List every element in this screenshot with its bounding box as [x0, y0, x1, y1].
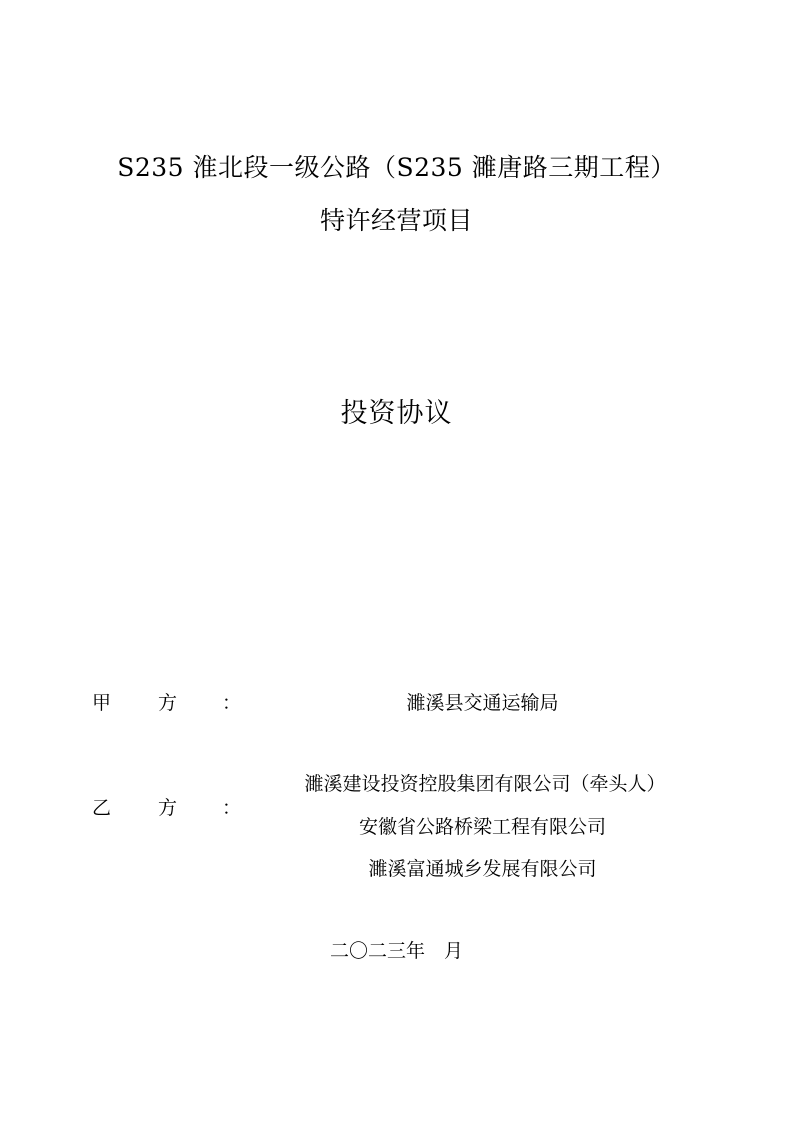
- party-a-label-char-1: 甲: [92, 692, 112, 714]
- party-b-name-3: 濉溪富通城乡发展有限公司: [368, 858, 597, 880]
- party-a-colon: ：: [222, 692, 242, 714]
- party-b-label-char-1: 乙: [92, 797, 112, 819]
- project-title-line-1: S235 淮北段一级公路（S235 濉唐路三期工程）: [117, 153, 676, 182]
- party-b-name-1: 濉溪建设投资控股集团有限公司（牵头人）: [304, 773, 666, 795]
- document-title: 投资协议: [340, 398, 453, 429]
- party-b-label-char-2: 方: [158, 797, 178, 819]
- project-title-line-2: 特许经营项目: [319, 206, 473, 235]
- party-b-name-2: 安徽省公路桥梁工程有限公司: [358, 816, 606, 838]
- party-a-name: 濉溪县交通运输局: [406, 692, 559, 714]
- agreement-date: 二〇二三年 月: [329, 940, 463, 962]
- party-a-label-char-2: 方: [158, 692, 178, 714]
- party-b-colon: ：: [222, 797, 242, 819]
